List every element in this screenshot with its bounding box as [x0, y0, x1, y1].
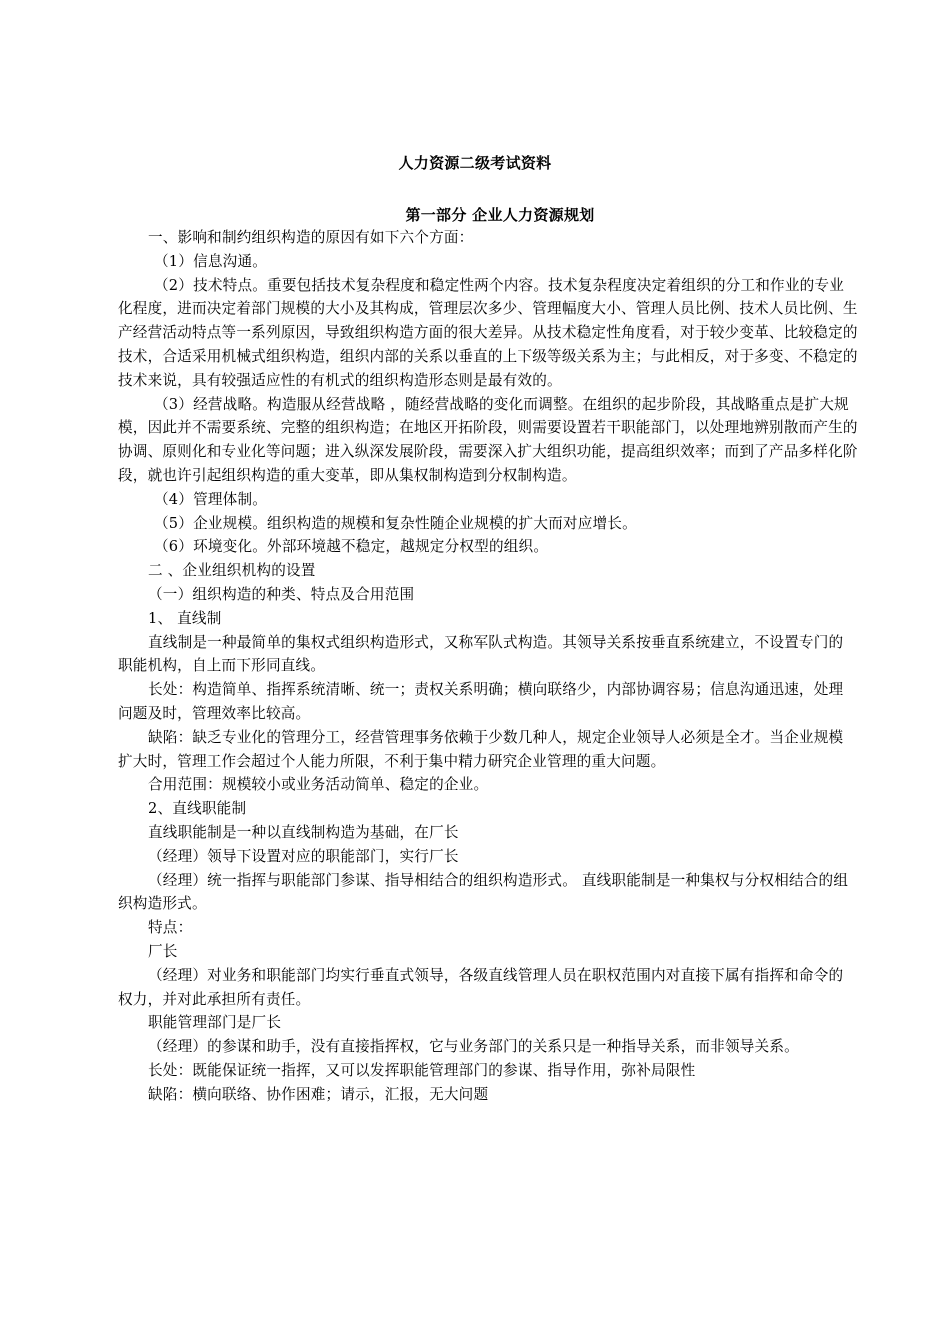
paragraph: （3）经营战略。构造服从经营战略 ，随经营战略的变化而调整。在组织的起步阶段，其战略重点是扩大规模，因此并不需要系统、完整的组织构造；在地区开拓阶段，则需要设置若干职能部门，以处理地辨别散而产生的协调、原则化和专业化等问题；进入纵深发展阶段，需要深入扩大组织功能，提高组织效率；而到了产品多样化阶段，就也许引起组织构造的重大变革，即从集权制构造到分权制构造。: [118, 395, 858, 484]
paragraph: 特点：: [148, 919, 193, 937]
document-title: 人力资源二级考试资料: [398, 154, 552, 172]
paragraph: （经理）的参谋和助手，没有直接指挥权，它与业务部门的关系只是一种指导关系，而非领导关系。: [148, 1038, 799, 1056]
paragraph: （一）组织构造的种类、特点及合用范围: [148, 585, 415, 603]
paragraph: 长处：既能保证统一指挥，又可以发挥职能管理部门的参谋、指导作用，弥补局限性: [148, 1061, 696, 1079]
paragraph: （4）管理体制。: [154, 490, 268, 508]
paragraph: （经理）对业务和职能部门均实行垂直式领导，各级直线管理人员在职权范围内对直接下属有指挥和命令的权力，并对此承担所有责任。: [118, 966, 844, 1008]
paragraph: 厂长: [148, 942, 178, 960]
paragraph: （1）信息沟通。: [154, 252, 268, 270]
paragraph: 1、 直线制: [148, 609, 222, 627]
paragraph: 直线职能制是一种以直线制构造为基础，在厂长: [148, 823, 459, 841]
paragraph: （经理）统一指挥与职能部门参谋、指导相结合的组织构造形式。 直线职能制是一种集权与分权相结合的组织构造形式。: [118, 871, 849, 913]
section-title: 第一部分 企业人力资源规划: [405, 206, 595, 224]
paragraph: 缺陷：横向联络、协作困难；请示，汇报，无大问题: [148, 1085, 489, 1103]
paragraph: （2）技术特点。重要包括技术复杂程度和稳定性两个内容。技术复杂程度决定着组织的分工和作业的专业化程度，进而决定着部门规模的大小及其构成，管理层次多少、管理幅度大小、管理人员比例、技术人员比例、生产经营活动特点等一系列原因，导致组织构造方面的很大差异。从技术稳定性角度看，对于较少变革、比较稳定的技术，合适采用机械式组织构造，组织内部的关系以垂直的上下级等级关系为主；与此相反，对于多变、不稳定的技术来说，具有较强适应性的有机式的组织构造形态则是最有效的。: [118, 276, 858, 389]
paragraph: 缺陷：缺乏专业化的管理分工，经营管理事务依赖于少数几种人，规定企业领导人必须是全才。当企业规模扩大时，管理工作会超过个人能力所限，不利于集中精力研究企业管理的重大问题。: [118, 728, 844, 770]
paragraph: 2、直线职能制: [148, 800, 247, 818]
paragraph: （5）企业规模。组织构造的规模和复杂性随企业规模的扩大而对应增长。: [154, 514, 637, 532]
paragraph: 长处：构造简单、指挥系统清晰、统一；责权关系明确；横向联络少，内部协调容易；信息沟通迅速，处理问题及时，管理效率比较高。: [118, 681, 844, 722]
paragraph: 合用范围：规模较小或业务活动简单、稳定的企业。: [148, 776, 489, 794]
paragraph: （6）环境变化。外部环境越不稳定，越规定分权型的组织。: [154, 538, 549, 556]
paragraph: 一、影响和制约组织构造的原因有如下六个方面：: [148, 229, 474, 246]
paragraph: 职能管理部门是厂长: [148, 1014, 282, 1032]
document-body: [118, 226, 858, 1106]
paragraph: 直线制是一种最简单的集权式组织构造形式，又称军队式构造。其领导关系按垂直系统建立，不设置专门的职能机构，自上而下形同直线。: [118, 633, 844, 675]
paragraph: 二 、企业组织机构的设置: [148, 562, 316, 580]
paragraph: （经理）领导下设置对应的职能部门，实行厂长: [148, 847, 459, 865]
